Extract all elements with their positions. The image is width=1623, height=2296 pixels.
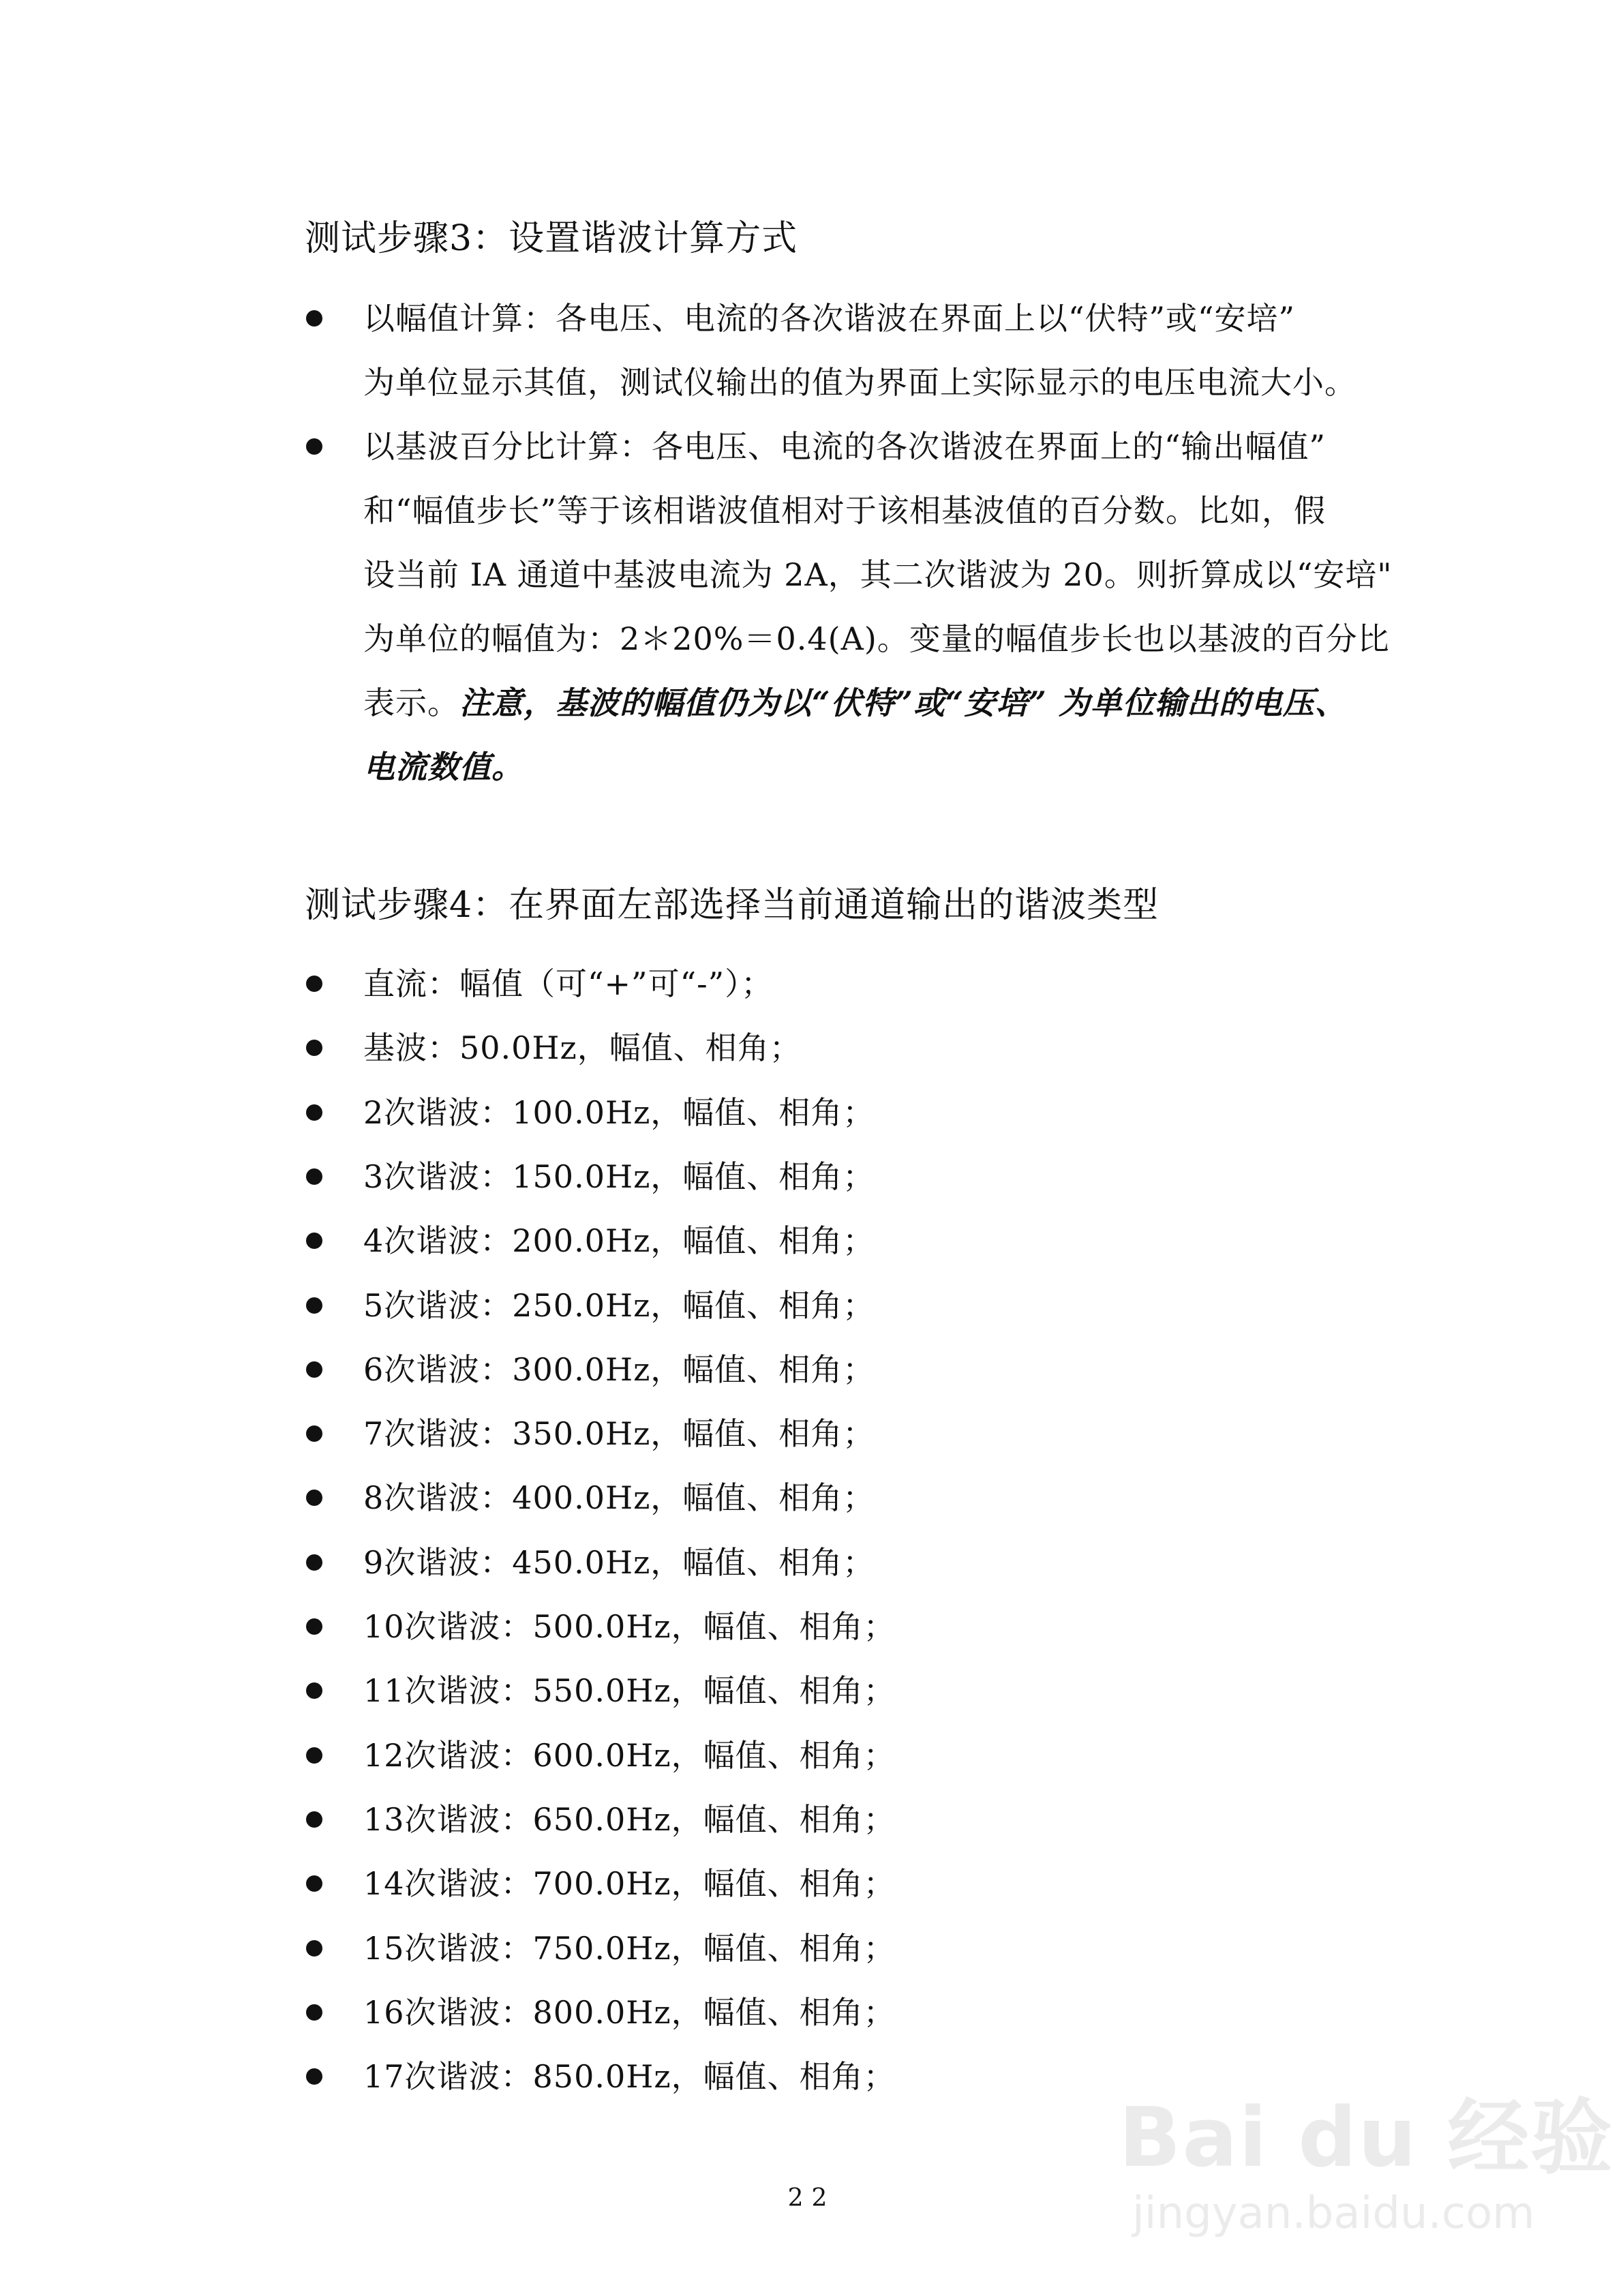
bullet-dot — [306, 1811, 322, 1828]
bullet-dot — [306, 1104, 322, 1121]
list-item: 8次谐波：400.0Hz，幅值、相角； — [363, 1479, 875, 1516]
list-item: 13次谐波：650.0Hz，幅值、相角； — [363, 1801, 896, 1838]
paragraph-line: 以基波百分比计算：各电压、电流的各次谐波在界面上的“输出幅值” — [363, 428, 1326, 465]
list-item: 11次谐波：550.0Hz，幅值、相角； — [363, 1672, 896, 1709]
bullet-dot — [306, 1490, 322, 1506]
bullet-dot — [306, 2004, 322, 2021]
paragraph-line — [363, 671, 1393, 735]
bullet-dot — [306, 1554, 322, 1571]
bullet-dot — [306, 1875, 322, 1892]
paragraph-line: 为单位的幅值为：2＊20%＝0.4(A)。变量的幅值步长也以基波的百分比 — [363, 620, 1390, 657]
list-item: 10次谐波：500.0Hz，幅值、相角； — [363, 1608, 896, 1645]
paragraph-line: 为单位显示其值，测试仪输出的值为界面上实际显示的电压电流大小。 — [363, 364, 1356, 401]
bullet-dot — [306, 310, 322, 327]
list-item: 15次谐波：750.0Hz，幅值、相角； — [363, 1930, 896, 1967]
bullet-dot — [306, 438, 322, 455]
page-number: 22 — [787, 2184, 836, 2212]
bullet-dot — [306, 976, 322, 992]
bullet-dot — [306, 1040, 322, 1056]
paragraph-line: 以幅值计算：各电压、电流的各次谐波在界面上以“伏特”或“安培” — [363, 300, 1296, 337]
list-item: 16次谐波：800.0Hz，幅值、相角； — [363, 1994, 896, 2031]
bullet-dot — [306, 1361, 322, 1378]
bullet-dot — [306, 1682, 322, 1699]
bullet-dot — [306, 1297, 322, 1314]
bullet-dot — [306, 1425, 322, 1442]
bullet-dot — [306, 2068, 322, 2085]
list-item: 4次谐波：200.0Hz，幅值、相角； — [363, 1222, 875, 1259]
paragraph-line: 设当前 IA 通道中基波电流为 2A，其二次谐波为 20。则折算成以“安培" — [363, 556, 1393, 593]
list-item: 2次谐波：100.0Hz，幅值、相角； — [363, 1094, 875, 1131]
emphasis-note: 注意，基波的幅值仍为以“伏特”或“安培” 为单位输出的电压、 — [459, 684, 1347, 721]
step3-heading: 测试步骤3：设置谐波计算方式 — [305, 218, 798, 259]
list-item: 9次谐波：450.0Hz，幅值、相角； — [363, 1544, 875, 1581]
list-item: 3次谐波：150.0Hz，幅值、相角； — [363, 1158, 875, 1195]
watermark-logo: Bai du 经验 — [1119, 2091, 1614, 2186]
watermark — [1119, 2045, 1614, 2250]
bullet-dot — [306, 1747, 322, 1764]
bullet-dot — [306, 1940, 322, 1957]
paragraph-line: 和“幅值步长”等于该相谐波值相对于该相基波值的百分数。比如，假 — [363, 492, 1326, 529]
step3-bullet-2 — [363, 414, 1393, 799]
list-item: 12次谐波：600.0Hz，幅值、相角； — [363, 1737, 896, 1774]
watermark-url: jingyan.baidu.com — [1132, 2188, 1535, 2239]
list-item: 直流：幅值（可“+”可“-”）； — [363, 965, 774, 1002]
list-item: 17次谐波：850.0Hz，幅值、相角； — [363, 2058, 896, 2095]
list-item: 5次谐波：250.0Hz，幅值、相角； — [363, 1287, 875, 1324]
paragraph-text: 表示。 — [363, 684, 459, 721]
list-item: 基波：50.0Hz，幅值、相角； — [363, 1029, 802, 1066]
list-item: 14次谐波：700.0Hz，幅值、相角； — [363, 1865, 896, 1902]
emphasis-note: 电流数值。 — [363, 749, 524, 785]
bullet-dot — [306, 1233, 322, 1249]
bullet-dot — [306, 1168, 322, 1185]
list-item: 6次谐波：300.0Hz，幅值、相角； — [363, 1351, 875, 1388]
list-item: 7次谐波：350.0Hz，幅值、相角； — [363, 1415, 875, 1452]
step4-heading: 测试步骤4：在界面左部选择当前通道输出的谐波类型 — [305, 885, 1159, 926]
bullet-dot — [306, 1618, 322, 1635]
step3-bullet-1 — [363, 286, 1393, 414]
